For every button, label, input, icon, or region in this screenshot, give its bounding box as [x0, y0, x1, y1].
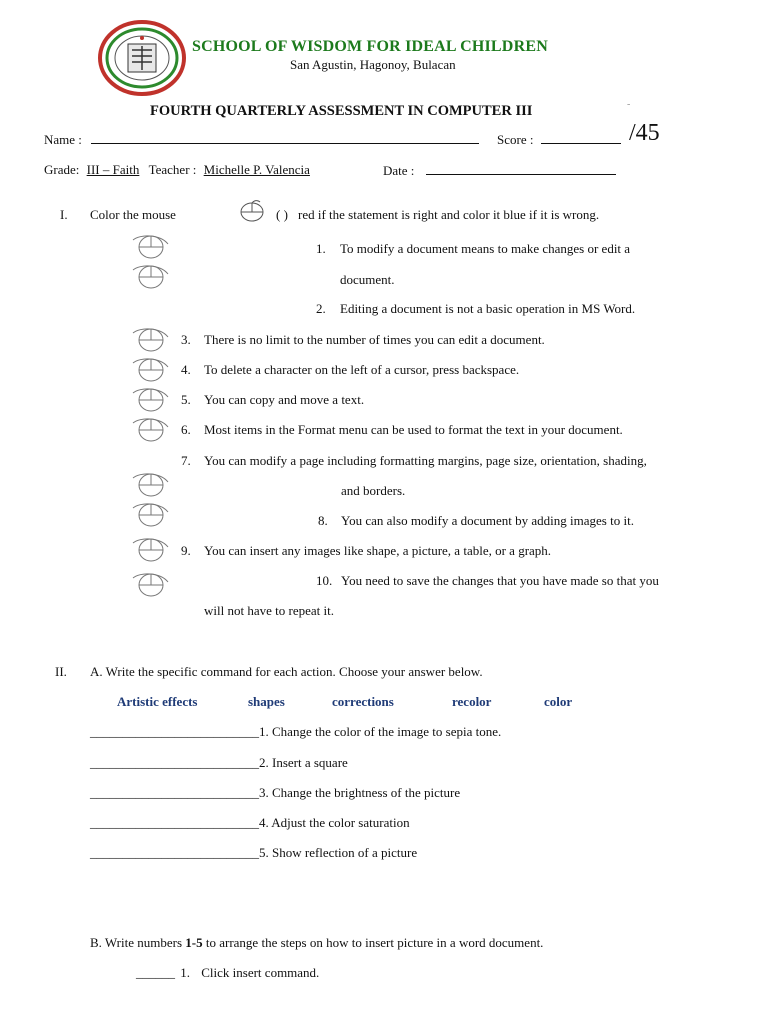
item-num: 3. — [181, 332, 191, 347]
b-range: 1-5 — [185, 935, 203, 950]
part2-b-instruction — [90, 935, 543, 951]
statement-cont: and borders. — [341, 483, 406, 498]
item-num: 2. — [316, 301, 326, 316]
title-mark: - — [627, 99, 631, 110]
answer-blank[interactable]: __________________________ — [90, 755, 259, 770]
mouse-icon-2 — [130, 262, 172, 292]
score-label: Score : — [497, 132, 534, 147]
part1-instruction-end: red if the statement is right and color it blue if it is wrong. — [298, 207, 600, 222]
mouse-icon-6 — [130, 415, 172, 445]
mouse-icon — [238, 200, 266, 224]
item-num: 1. — [316, 241, 326, 256]
b-prefix: B. Write numbers — [90, 935, 186, 950]
statement-cont: will not have to repeat it. — [204, 603, 334, 618]
answer-blank[interactable]: __________________________ — [90, 845, 259, 860]
item-num: 1. — [180, 965, 190, 980]
statement: Most items in the Format menu can be used to format the text in your document. — [204, 422, 623, 437]
item-num: 5. — [181, 392, 191, 407]
b-suffix: to arrange the steps on how to insert picture in a word document. — [202, 935, 544, 950]
item-num: 7. — [181, 453, 191, 468]
command-item: Show reflection of a picture — [272, 845, 418, 860]
order-blank[interactable]: ______ — [136, 965, 175, 980]
choice-shapes: shapes — [248, 694, 285, 709]
score-total: /45 — [629, 120, 660, 146]
teacher-value: Michelle P. Valencia — [203, 162, 310, 177]
statement: Editing a document is not a basic operation in MS Word. — [340, 301, 636, 316]
item-num: 4. — [181, 362, 191, 377]
item-num: 5. — [259, 845, 269, 860]
choice-recolor: recolor — [452, 694, 492, 709]
date-label: Date : — [383, 163, 415, 178]
school-address: San Agustin, Hagonoy, Bulacan — [290, 57, 456, 72]
mouse-icon-4 — [130, 355, 172, 385]
grade-value: III – Faith — [86, 162, 140, 177]
teacher-label: Teacher : — [148, 162, 197, 177]
part2-numeral: II. — [55, 664, 67, 679]
mouse-icon-5 — [130, 385, 172, 415]
statement: To modify a document means to make changes or edit a — [340, 241, 631, 256]
part1-paren: ( ) — [276, 207, 288, 222]
statement: You need to save the changes that you have made so that you — [341, 573, 659, 588]
command-item: Adjust the color saturation — [271, 815, 410, 830]
item-num: 6. — [181, 422, 191, 437]
item-num: 1. — [259, 724, 269, 739]
mouse-icon-10 — [130, 570, 172, 600]
item-num: 4. — [259, 815, 269, 830]
mouse-icon-8 — [130, 500, 172, 530]
answer-blank[interactable]: __________________________ — [90, 785, 259, 800]
item-num: 2. — [259, 755, 269, 770]
school-logo — [98, 20, 186, 96]
choice-artistic-effects: Artistic effects — [117, 694, 198, 709]
school-name: SCHOOL OF WISDOM FOR IDEAL CHILDREN — [192, 38, 548, 55]
choice-color: color — [544, 694, 573, 709]
item-num: 3. — [259, 785, 269, 800]
answer-blank[interactable]: __________________________ — [90, 724, 259, 739]
item-num: 9. — [181, 543, 191, 558]
command-item: Change the color of the image to sepia tone. — [272, 724, 502, 739]
statement: You can insert any images like shape, a picture, a table, or a graph. — [204, 543, 552, 558]
choice-corrections: corrections — [332, 694, 394, 709]
item-num: 8. — [318, 513, 328, 528]
part2-a-instruction: A. Write the specific command for each action. Choose your answer below. — [90, 664, 483, 679]
name-label: Name : — [44, 132, 82, 147]
mouse-icon-3 — [130, 325, 172, 355]
score-blank[interactable] — [541, 131, 621, 144]
assessment-title: FOURTH QUARTERLY ASSESSMENT IN COMPUTER III — [150, 103, 533, 119]
command-item: Change the brightness of the picture — [272, 785, 461, 800]
statement: There is no limit to the number of times you can edit a document. — [204, 332, 545, 347]
command-item: Insert a square — [272, 755, 348, 770]
name-blank[interactable] — [91, 131, 479, 144]
statement: To delete a character on the left of a cursor, press backspace. — [204, 362, 520, 377]
mouse-icon-7 — [130, 470, 172, 500]
answer-blank[interactable]: __________________________ — [90, 815, 259, 830]
part1-instruction-start: Color the mouse — [90, 207, 176, 222]
statement-cont: document. — [340, 272, 395, 287]
mouse-icon-9 — [130, 535, 172, 565]
part1-numeral: I. — [60, 207, 68, 222]
grade-label: Grade: — [44, 162, 80, 177]
step-item: Click insert command. — [201, 965, 320, 980]
date-blank[interactable] — [426, 162, 616, 175]
item-num: 10. — [316, 573, 333, 588]
statement: You can also modify a document by adding images to it. — [341, 513, 634, 528]
mouse-icon-1 — [130, 232, 172, 262]
statement: You can copy and move a text. — [204, 392, 365, 407]
statement: You can modify a page including formatting margins, page size, orientation, shading, — [204, 453, 647, 468]
